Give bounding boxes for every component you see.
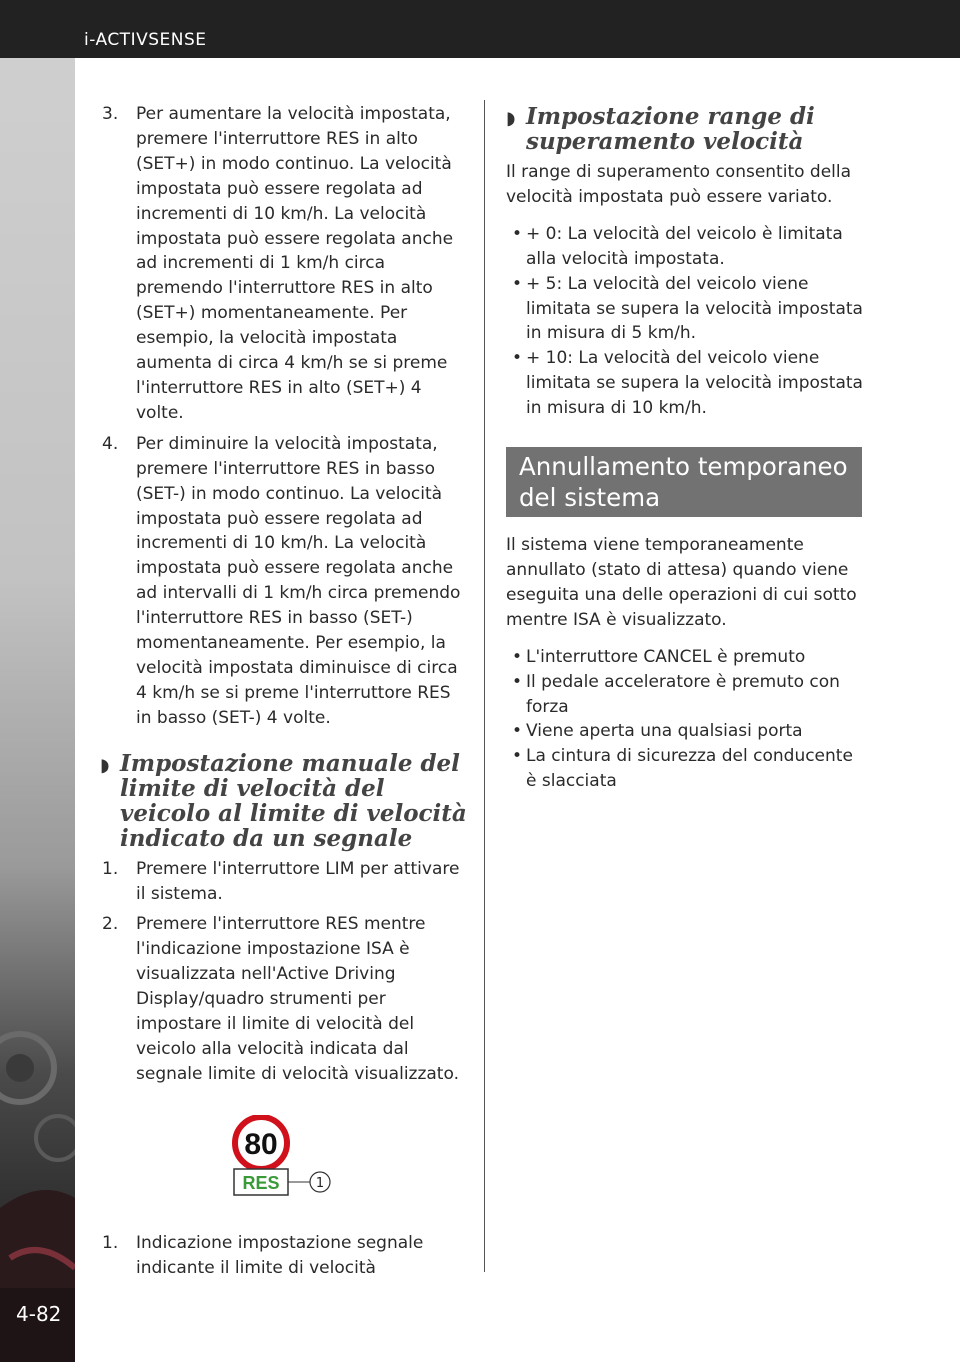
right-column [506, 104, 866, 794]
list-item-text: L'interruttore CANCEL è premuto [526, 646, 806, 667]
subheading-text: Impostazione manuale del limite di velocità del veicolo al limite di velocità indicato da un segnale [120, 749, 467, 852]
step-number: 4. [102, 433, 119, 454]
column-divider [484, 100, 485, 1272]
subheading-marker-icon: ◗ [506, 108, 516, 129]
section-paragraph: Il sistema viene temporaneamente annullato (stato di attesa) quando viene eseguita una delle operazioni di cui sotto mentre ISA è visualizzato. [506, 535, 857, 630]
subheading [100, 751, 470, 851]
list-item-text: + 10: La velocità del veicolo viene limitata se supera la velocità impostata in misura di 10 km/h. [526, 348, 863, 419]
res-label: RES [242, 1172, 280, 1193]
section-title: i-ACTIVSENSE [84, 30, 207, 50]
list-item-text: Il pedale acceleratore è premuto con forza [526, 671, 840, 717]
step-item [100, 857, 470, 907]
intro-paragraph: Il range di superamento consentito della velocità impostata può essere variato. [506, 162, 852, 207]
step-item [100, 912, 470, 1086]
step-number: 1. [102, 858, 119, 879]
list-item-text: Viene aperta una qualsiasi porta [526, 721, 803, 742]
subheading [506, 104, 866, 154]
step-text: Premere l'interruttore LIM per attivare il sistema. [136, 858, 460, 904]
list-item: • Il pedale acceleratore è premuto con forza [512, 671, 840, 717]
step-item [100, 432, 470, 731]
list-item: • + 5: La velocità del veicolo viene limitata se supera la velocità impostata in misura di 5 km/h. [512, 273, 863, 344]
step-number: 3. [102, 104, 119, 124]
subheading-text: Impostazione range di superamento velocità [526, 103, 815, 155]
page-number: 4-82 [16, 1302, 62, 1326]
subheading-marker-icon: ◗ [100, 754, 110, 776]
list-item: • L'interruttore CANCEL è premuto [512, 646, 806, 667]
speed-sign-figure [100, 1115, 470, 1215]
list-item-text: La cintura di sicurezza del conducente è slacciata [526, 746, 853, 792]
step-text: Per aumentare la velocità impostata, premere l'interruttore RES in alto (SET+) in modo continuo. La velocità impostata può essere regolata ad incrementi di 10 km/h. La velocità impostata può essere regolata anche ad incrementi di 1 km/h circa premendo l'interruttore RES in alto (SET+) momentaneamente. Per esempio, la velocità impostata aumenta di circa 4 km/h se si preme l'interruttore RES in alto (SET+) 4 volte. [136, 104, 454, 423]
list-item: • Viene aperta una qualsiasi porta [512, 721, 803, 742]
side-photo-strip [0, 58, 75, 1362]
list-item-text: + 0: La velocità del veicolo è limitata alla velocità impostata. [526, 223, 843, 269]
car-interior-image [0, 58, 75, 1362]
sign-value: 80 [244, 1127, 278, 1161]
list-item: • + 0: La velocità del veicolo è limitata alla velocità impostata. [512, 223, 843, 269]
step-text: Premere l'interruttore RES mentre l'indicazione impostazione ISA è visualizzata nell'Active Driving Display/quadro strumenti per impostare il limite di velocità del veicolo alla velocità indicata dal segnale limite di velocità visualizzato. [136, 914, 459, 1084]
speed-sign-illustration [100, 1115, 470, 1215]
step-text: Per diminuire la velocità impostata, premere l'interruttore RES in basso (SET-) in modo continuo. La velocità impostata può essere regolata ad incrementi di 10 km/h. La velocità impostata può essere regolata anche ad intervalli di 1 km/h circa premendo l'interruttore RES in basso (SET-) momentaneamente. Per esempio, la velocità impostata diminuisce di circa 4 km/h se si preme l'interruttore RES in basso (SET-) 4 volte. [136, 433, 461, 728]
list-item: • + 10: La velocità del veicolo viene limitata se supera la velocità impostata in misura di 10 km/h. [512, 348, 863, 419]
callout-number: 1 [315, 1175, 325, 1191]
header-bar [0, 0, 960, 58]
step-item [100, 102, 470, 426]
list-item: • La cintura di sicurezza del conducente è slacciata [512, 746, 853, 792]
section-heading: Annullamento temporaneo del sistema [506, 447, 862, 517]
legend-text: Indicazione impostazione segnale indicante il limite di velocità [136, 1232, 424, 1278]
step-number: 2. [102, 914, 119, 935]
left-column [100, 102, 470, 1287]
list-item-text: + 5: La velocità del veicolo viene limitata se supera la velocità impostata in misura di 5 km/h. [526, 273, 863, 344]
legend-number: 1. [102, 1232, 119, 1253]
legend-item [100, 1231, 470, 1281]
